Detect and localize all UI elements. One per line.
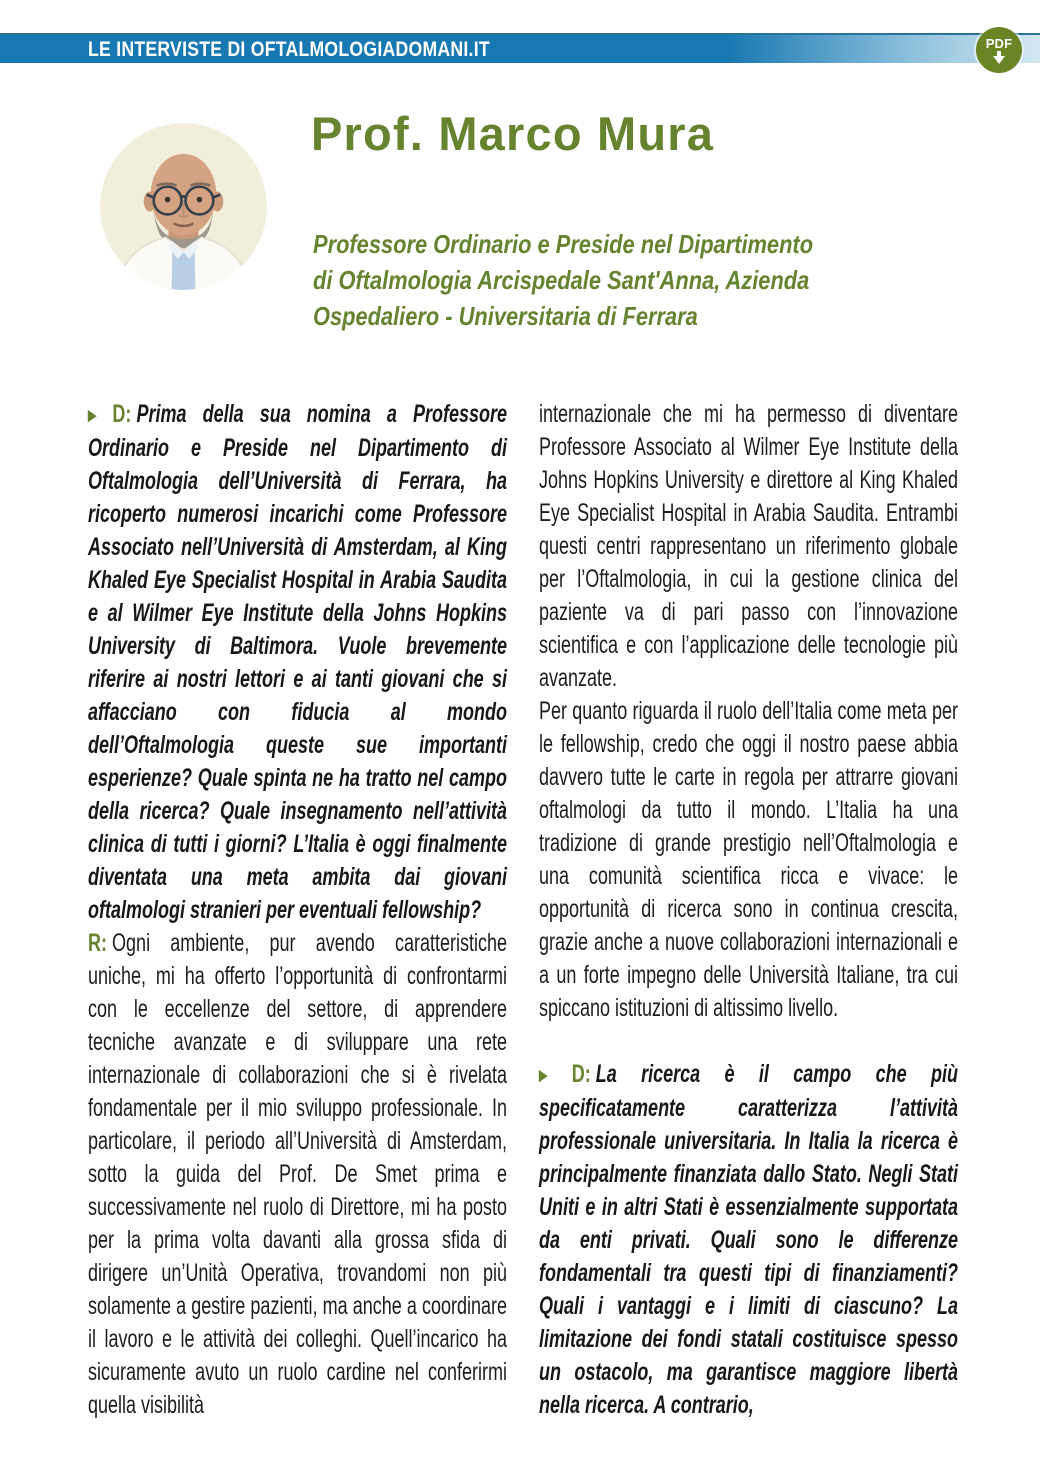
answer-1-continuation-text: internazionale che mi ha permesso di diventare Professore Associato al Wilmer Eye Institute della Johns Hopkins University e direttore al King Khaled Eye Specialist Hospital in Arabia Saudita. Entrambi questi centri rappresentano un riferimento globale per l’Oftalmologia, in cui la gestione clinica del paziente va di pari passo con l’innovazione scientifica e con l’applicazione delle tecnologie più avanzate. [539, 400, 959, 692]
question-1-text: Prima della sua nomina a Professore Ordinario e Preside nel Dipartimento di Oftalmologia dell’Università di Ferrara, ha ricoperto numerosi incarichi come Professore Associato nell’Università di Amsterdam, al King Khaled Eye Specialist Hospital in Arabia Saudita e al Wilmer Eye Institute della Johns Hopkins University di Baltimora. Vuole brevemente riferire ai nostri lettori e ai tanti giovani che si affacciano con fiducia al mondo dell’Oftalmologia queste sue importanti esperienze? Quale spinta ne ha tratto nel campo della ricerca? Quale insegnamento nell’attività clinica di tutti i giorni? L’Italia è oggi finalmente diventata una meta ambita dai giovani oftalmologi stranieri per eventuali fellowship? [88, 400, 508, 924]
answer-1-paragraph [88, 927, 507, 1422]
subtitle-line: Professore Ordinario e Preside nel Dipartimento [313, 229, 814, 259]
header-bar [0, 33, 1040, 63]
answer-1-label: R: [88, 929, 108, 957]
article-column-right [539, 398, 958, 1422]
article-body [88, 398, 959, 1422]
portrait-photo [100, 123, 267, 290]
pdf-download-button[interactable] [976, 27, 1022, 73]
answer-1-second-text: Per quanto riguarda il ruolo dell’Italia come meta per le fellowship, credo che oggi il nostro paese abbia davvero tutte le carte in regola per attrarre giovani oftalmologi da tutto il mondo. L’Italia ha una tradizione di grande prestigio nell’Oftalmologia e una comunità scientifica ricca e vivace: le opportunità di ricerca sono in continua crescita, grazie anche a nuove collaborazioni internazionali e a un forte impegno delle Università Italiane, tra cui spiccano istituzioni di altissimo livello. [539, 697, 959, 1022]
pdf-label: PDF [985, 35, 1013, 51]
question-2-paragraph [539, 1058, 958, 1422]
question-2-text: La ricerca è il campo che più specificatamente caratterizza l’attività professionale universitaria. In Italia la ricerca è principalmente finanziata dallo Stato. Negli Stati Uniti e in altri Stati è essenzialmente supportata da enti privati. Quali sono le differenze fondamentali tra questi tipi di finanziamenti? Quali i vantaggi e i limiti di ciascuno? La limitazione dei fondi statali costituisce spesso un ostacolo, ma garantisce maggiore libertà nella ricerca. A contrario, [539, 1060, 959, 1419]
question-bullet-icon: ▶ [539, 1067, 567, 1084]
article-column-left [88, 398, 507, 1422]
answer-1-continuation-paragraph [539, 398, 958, 695]
portrait-photo-image [100, 123, 267, 290]
hero-subtitle [313, 226, 1013, 334]
subtitle-line: di Oftalmologia Arcispedale Sant'Anna, Azienda [313, 265, 810, 295]
answer-1-second-paragraph [539, 695, 958, 1025]
header-bar-title: LE INTERVISTE DI OFTALMOLOGIADOMANI.IT [88, 38, 490, 61]
answer-1-text: Ogni ambiente, pur avendo caratteristiche uniche, mi ha offerto l’opportunità di confrontarmi con le eccellenze del settore, di apprendere tecniche avanzate e di sviluppare una rete internazionale di collaborazioni che si è rivelata fondamentale per il mio sviluppo professionale. In particolare, il periodo all’Università di Amsterdam, sotto la guida del Prof. De Smet prima e successivamente nel ruolo di Direttore, mi ha posto per la prima volta davanti alla grossa sfida di dirigere un’Unità Operativa, trovandomi non più solamente a gestire pazienti, ma anche a coordinare il lavoro e le attività dei colleghi. Quell’incarico ha sicuramente avuto un ruolo cardine nel conferirmi quella visibilità [88, 929, 508, 1419]
subtitle-line: Ospedaliero - Universitaria di Ferrara [313, 301, 698, 331]
question-1-paragraph [88, 398, 507, 927]
question-2-label: D: [571, 1060, 591, 1088]
question-1-label: D: [112, 400, 132, 428]
page-title: Prof. Marco Mura [311, 107, 715, 160]
download-arrow-icon [992, 51, 1006, 64]
question-bullet-icon: ▶ [88, 407, 108, 424]
